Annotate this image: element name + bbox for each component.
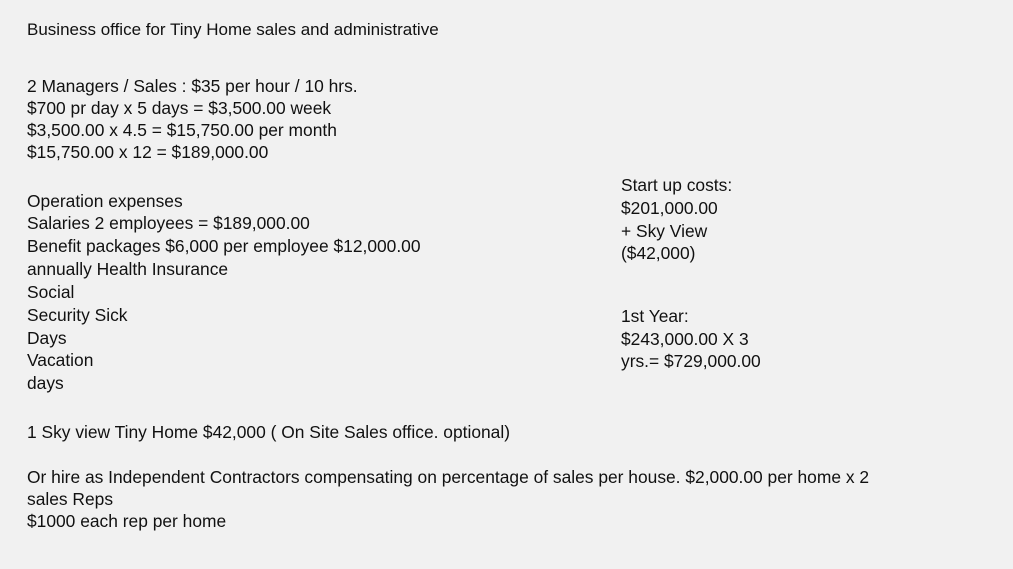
first-year-line: 1st Year: bbox=[621, 306, 689, 326]
first-year-line: yrs.= $729,000.00 bbox=[621, 351, 761, 371]
contractor-line: sales Reps bbox=[27, 489, 114, 509]
startup-line: ($42,000) bbox=[621, 243, 696, 263]
operation-line: Vacation bbox=[27, 350, 94, 370]
salary-line: $15,750.00 x 12 = $189,000.00 bbox=[27, 142, 269, 162]
operation-line: Operation expenses bbox=[27, 191, 183, 211]
contractor-line: $1000 each rep per home bbox=[27, 511, 227, 531]
salary-line: $3,500.00 x 4.5 = $15,750.00 per month bbox=[27, 120, 337, 140]
salary-line: $700 pr day x 5 days = $3,500.00 week bbox=[27, 98, 332, 118]
operation-line: Security Sick bbox=[27, 305, 128, 325]
salary-line: 2 Managers / Sales : $35 per hour / 10 hrs. bbox=[27, 76, 358, 96]
document-heading: Business office for Tiny Home sales and administrative bbox=[27, 20, 439, 39]
startup-line: + Sky View bbox=[621, 221, 708, 241]
sky-view-line: 1 Sky view Tiny Home $42,000 ( On Site Sales office. optional) bbox=[27, 422, 510, 442]
first-year-line: $243,000.00 X 3 bbox=[621, 329, 749, 349]
operation-line: Days bbox=[27, 328, 67, 348]
operation-line: annually Health Insurance bbox=[27, 259, 229, 279]
contractor-line: Or hire as Independent Contractors compensating on percentage of sales per house. $2,000.00 per home x 2 bbox=[27, 467, 870, 487]
operation-line: Social bbox=[27, 282, 75, 302]
operation-line: days bbox=[27, 373, 64, 393]
startup-line: Start up costs: bbox=[621, 175, 733, 195]
startup-line: $201,000.00 bbox=[621, 198, 718, 218]
operation-line: Salaries 2 employees = $189,000.00 bbox=[27, 213, 310, 233]
operation-line: Benefit packages $6,000 per employee $12,000.00 bbox=[27, 236, 421, 256]
